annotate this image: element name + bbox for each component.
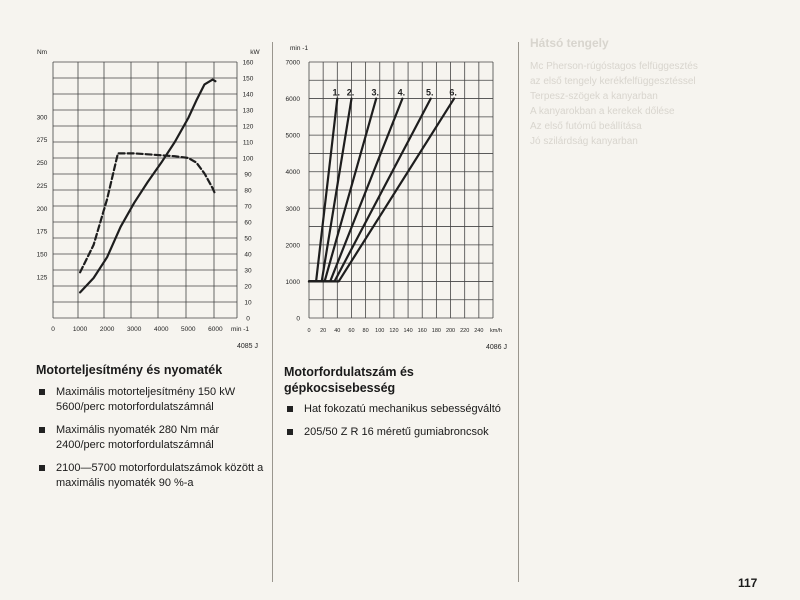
x-tick-label: 240 <box>474 328 484 334</box>
right-tick-label: 160 <box>242 59 254 67</box>
y-tick-label: 3000 <box>285 205 300 213</box>
right-tick-label: 40 <box>244 251 252 259</box>
x-axis-unit: km/h <box>490 328 502 334</box>
x-tick-label: 80 <box>362 328 369 334</box>
y-tick-label: 7000 <box>285 59 300 67</box>
right-tick-label: 120 <box>242 123 254 131</box>
section1-heading: Motorteljesítmény és nyomaték <box>36 363 223 377</box>
ghost-line: az első tengely kerékfelfüggesztéssel <box>530 76 696 87</box>
section2-list <box>284 402 512 448</box>
gear-label: 3. <box>371 87 379 98</box>
left-tick-label: 125 <box>36 274 48 282</box>
right-axis-unit: kW <box>250 49 260 56</box>
list-item-text: 2100—5700 motorfordulatszámok között a maximális nyomaték 90 %-a <box>56 462 264 489</box>
list-item-text: 205/50 Z R 16 méretű gumiabroncsok <box>304 426 489 438</box>
section2-heading-line: Motorfordulatszám és <box>284 365 414 379</box>
x-tick-label: 140 <box>403 328 413 334</box>
left-tick-label: 250 <box>36 160 48 168</box>
y-axis-unit: min -1 <box>290 45 309 52</box>
x-tick-label: 100 <box>375 328 385 334</box>
left-tick-label: 275 <box>36 137 48 145</box>
right-tick-label: 30 <box>244 267 252 275</box>
list-item-text: Maximális motorteljesítmény 150 kW 5600/perc motorfordulatszámnál <box>56 386 236 413</box>
right-tick-label: 50 <box>244 235 252 243</box>
x-tick-label: 60 <box>348 328 355 334</box>
ghost-line: Mc Pherson-rúgóstagos felfüggesztés <box>530 61 698 72</box>
gear-label: 5. <box>425 87 434 98</box>
y-tick-label: 1000 <box>285 278 300 286</box>
bullet-square-icon <box>287 429 293 435</box>
section2-heading-line: gépkocsisebesség <box>284 381 396 395</box>
ghost-line: Terpesz-szögek a kanyarban <box>530 91 658 102</box>
bullet-square-icon <box>39 389 45 395</box>
left-tick-label: 175 <box>36 228 48 236</box>
right-tick-label: 10 <box>244 299 252 307</box>
list-item <box>36 461 268 491</box>
list-item-text: Maximális nyomaték 280 Nm már 2400/perc motorfordulatszámnál <box>56 424 220 451</box>
gear-label: 4. <box>397 87 406 98</box>
figure-code: 4085 J <box>236 343 258 350</box>
right-tick-label: 80 <box>244 187 252 195</box>
right-tick-label: 60 <box>244 219 252 227</box>
list-item <box>284 425 512 440</box>
left-tick-label: 300 <box>36 114 48 122</box>
list-item <box>36 385 268 415</box>
y-tick-label: 2000 <box>285 242 300 250</box>
x-axis-unit: min -1 <box>230 326 250 333</box>
y-tick-label: 6000 <box>285 96 300 104</box>
x-tick-label: 5000 <box>181 326 196 333</box>
right-tick-label: 0 <box>246 315 250 323</box>
chart1-grid <box>53 62 237 318</box>
bullet-square-icon <box>39 427 45 433</box>
section2-heading <box>284 364 414 396</box>
right-tick-label: 110 <box>242 139 254 147</box>
right-tick-label: 130 <box>242 107 254 115</box>
page-number: 117 <box>738 576 758 590</box>
right-tick-label: 70 <box>244 203 252 211</box>
x-tick-label: 0 <box>51 326 55 333</box>
right-tick-label: 150 <box>242 75 254 83</box>
ghost-line: Az első futómű beállítása <box>530 121 642 132</box>
list-item <box>284 402 512 417</box>
left-tick-label: 200 <box>36 205 48 213</box>
torque-curve <box>80 153 215 272</box>
x-tick-label: 120 <box>389 328 399 334</box>
left-tick-label: 225 <box>36 182 48 190</box>
right-tick-label: 20 <box>244 283 252 291</box>
x-tick-label: 3000 <box>126 326 142 333</box>
x-tick-label: 1000 <box>72 326 88 333</box>
gear-label: 6. <box>449 87 457 98</box>
section1-list <box>36 385 268 499</box>
x-tick-label: 4000 <box>154 326 169 333</box>
gear-label: 1. <box>332 87 341 98</box>
x-tick-label: 200 <box>445 328 456 334</box>
x-tick-label: 220 <box>460 328 470 334</box>
y-tick-label: 4000 <box>285 169 300 177</box>
power-curve <box>80 80 215 293</box>
right-tick-label: 140 <box>242 91 254 99</box>
y-tick-label: 5000 <box>285 132 300 140</box>
x-tick-label: 0 <box>307 328 311 334</box>
ghost-line: Jó szilárdság kanyarban <box>530 136 638 147</box>
x-tick-label: 180 <box>431 328 441 334</box>
left-tick-label: 150 <box>36 251 48 259</box>
left-axis-unit: Nm <box>36 49 48 56</box>
x-tick-label: 160 <box>417 328 427 334</box>
x-tick-label: 6000 <box>208 326 223 333</box>
bullet-square-icon <box>39 465 45 471</box>
list-item-text: Hat fokozatú mechanikus sebességváltó <box>304 403 501 415</box>
y-tick-label: 0 <box>296 315 300 323</box>
x-tick-label: 40 <box>334 328 341 334</box>
ghost-title: Hátsó tengely <box>530 36 609 50</box>
figure-code: 4086 J <box>485 344 507 351</box>
bullet-square-icon <box>287 406 293 412</box>
x-tick-label: 2000 <box>99 326 115 333</box>
gear-label: 2. <box>346 87 355 98</box>
right-tick-label: 100 <box>242 155 254 163</box>
right-tick-label: 90 <box>244 171 252 179</box>
x-tick-label: 20 <box>320 328 327 334</box>
ghost-line: A kanyarokban a kerekek dőlése <box>530 106 675 117</box>
list-item <box>36 423 268 453</box>
